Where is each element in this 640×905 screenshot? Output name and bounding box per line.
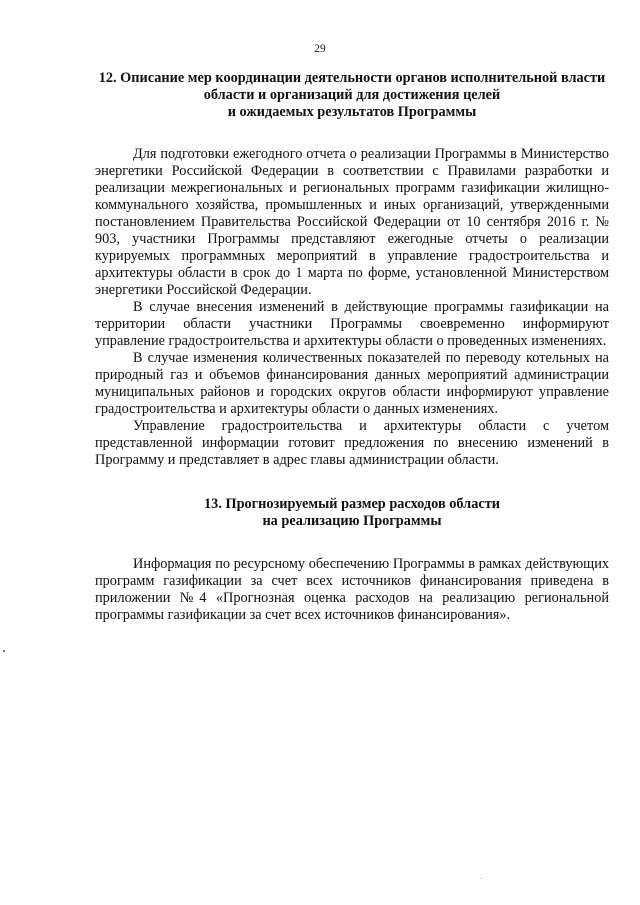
scan-artifact [481, 878, 482, 879]
page-number: 29 [314, 43, 326, 55]
section-12-paragraph: В случае изменения количественных показателей по переводу котельных на природный газ и объемов финансирования данных мероприятий администрации муниципальных районов и городских округов области информируют управление градостроительства и архитектуры области о данных изменениях. [95, 350, 609, 417]
scan-artifact [3, 650, 5, 652]
section-12-heading-line: 12. Описание мер координации деятельности органов исполнительной власти [98, 70, 606, 86]
section-13-heading [95, 496, 609, 530]
document-body [95, 70, 609, 624]
section-12-paragraph: Для подготовки ежегодного отчета о реализации Программы в Министерство энергетики Российской Федерации в соответствии с Правилами разработки и реализации межрегиональных и региональных программ газификации жилищно-коммунального хозяйства, промышленных и иных организаций, утвержденными постановлением Правительства Российской Федерации от 10 сентября 2016 г. № 903, участники Программы представляют ежегодные отчеты о реализации курируемых программных мероприятий в управление градостроительства и архитектуры области в срок до 1 марта по форме, установленной Министерством энергетики Российской Федерации. [95, 146, 609, 298]
section-13-heading-line: 13. Прогнозируемый размер расходов области [204, 496, 500, 512]
section-12-paragraph: Управление градостроительства и архитектуры области с учетом представленной информации готовит предложения по внесению изменений в Программу и представляет в адрес главы администрации области. [95, 418, 609, 468]
section-12-heading-line: и ожидаемых результатов Программы [227, 104, 477, 120]
section-12-paragraph: В случае внесения изменений в действующие программы газификации на территории области участники Программы своевременно информируют управление градостроительства и архитектуры области о проведенных изменениях. [95, 299, 609, 349]
section-13-paragraph: Информация по ресурсному обеспечению Программы в рамках действующих программ газификации за счет всех источников финансирования приведена в приложении №4 «Прогнозная оценка расходов на реализацию региональной программы газификации за счет всех источников финансирования». [95, 556, 609, 623]
section-13-heading-line: на реализацию Программы [262, 513, 442, 529]
section-12-heading [95, 70, 609, 121]
section-12-heading-line: области и организаций для достижения целей [203, 87, 501, 103]
